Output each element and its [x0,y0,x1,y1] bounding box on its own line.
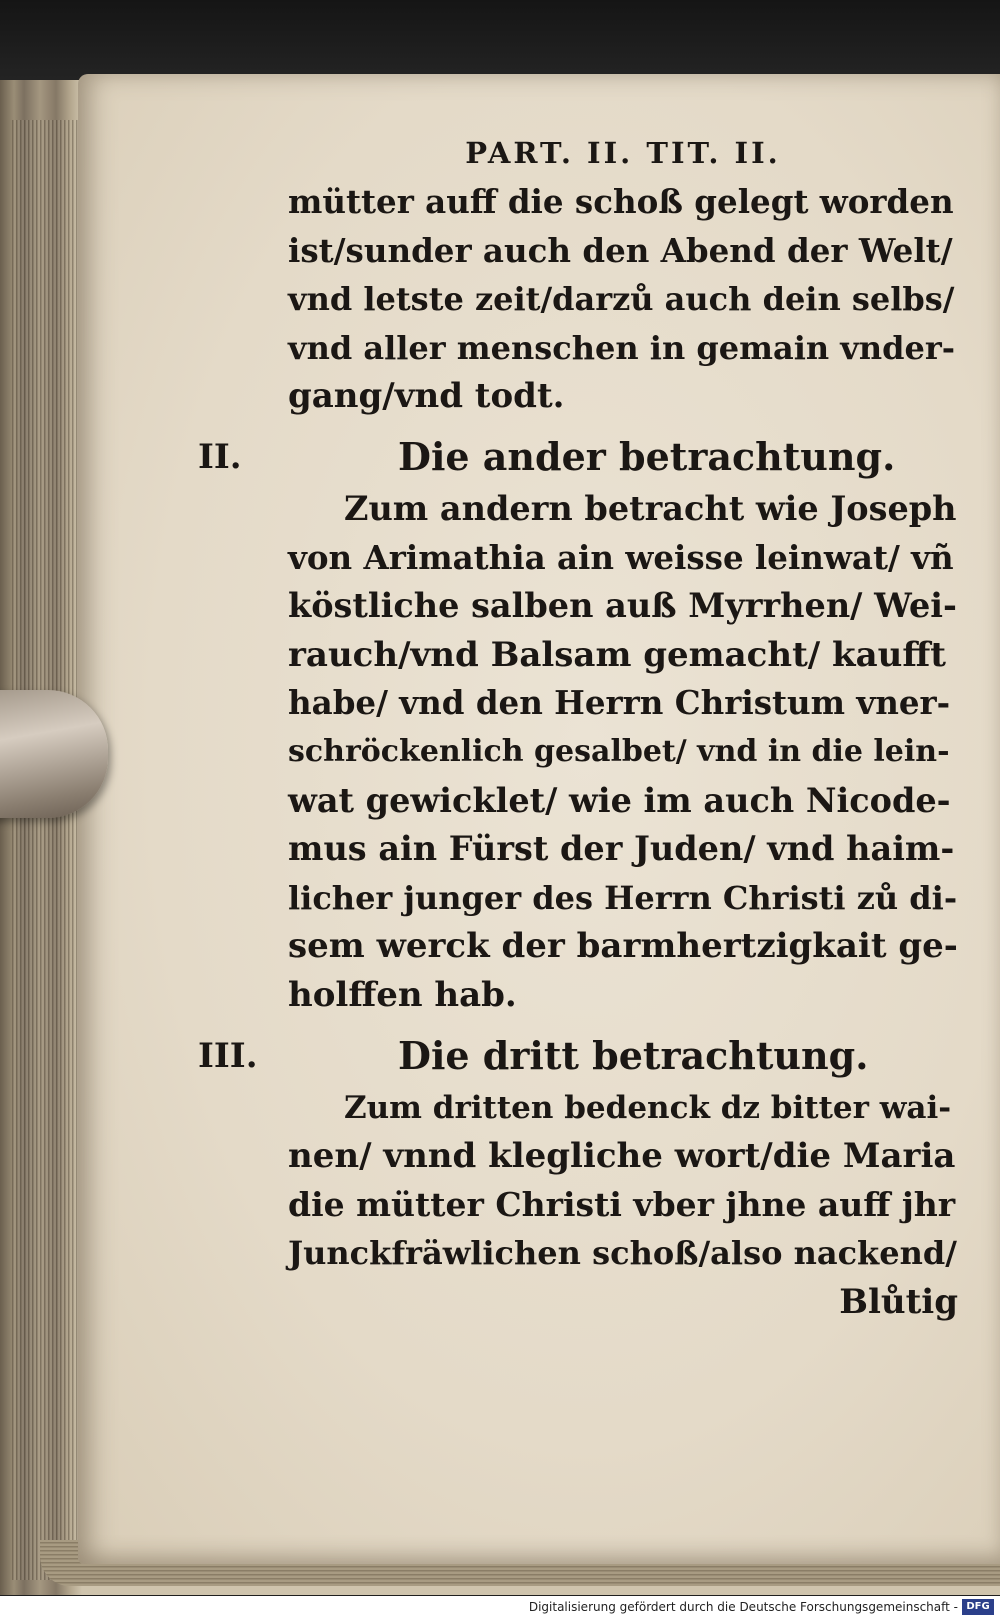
section-title: Die ander betrachtung. [398,433,896,479]
section-title: Die dritt betrachtung. [398,1032,869,1078]
text-line: vnd letste zeit/darzů auch dein selbs/ [288,280,955,319]
text-line: Junckfräwlichen schoß/also nackend/ [288,1234,957,1273]
text-line: von Arimathia ain weisse leinwat/ vñ [288,537,954,577]
text-line: vnd aller menschen in gemain vnder- [288,328,955,367]
text-line: wat gewicklet/ wie im auch Nicode- [288,780,951,820]
page-text [198,128,958,1326]
text-line: die mütter Christi vber jhne auff jhr [288,1184,956,1224]
section-heading-2 [198,429,958,485]
text-line: schröckenlich gesalbet/ vnd in die lein- [288,733,950,769]
text-line: nen/ vnnd klegliche wort/die Maria [288,1136,956,1177]
text-line: holffen hab. [288,974,517,1015]
text-line: habe/ vnd den Herrn Christum vner- [288,683,951,723]
text-line: mütter auff die schoß gelegt worden [288,182,954,221]
dfg-logo: DFG [962,1599,994,1615]
catchword: Blůtig [839,1281,958,1322]
text-line: Zum dritten bedenck dz bitter wai- [344,1089,952,1126]
text-line: licher junger des Herrn Christi zů di- [288,878,958,917]
text-line: gang/vnd todt. [288,376,565,417]
section-number: III. [198,1035,258,1076]
text-line: sem werck der barmhertzigkait ge- [288,926,958,967]
thumb-holding-page [0,690,108,818]
text-line: ist/sunder auch den Abend der Welt/ [288,230,953,270]
running-header: PART. II. TIT. II. [465,136,781,170]
text-line: rauch/vnd Balsam gemacht/ kaufft [288,634,946,675]
section-heading-3 [198,1028,958,1084]
footer-credit: Digitalisierung gefördert durch die Deutsche Forschungsgemeinschaft - [528,1600,958,1614]
text-line: Zum andern betracht wie Joseph [344,488,957,528]
text-line: köstliche salben auß Myrrhen/ Wei- [288,586,957,626]
text-line: mus ain Fürst der Juden/ vnd haim- [288,829,955,869]
footer-bar [0,1596,1000,1621]
page-edges [12,120,82,1580]
section-number: II. [198,436,242,477]
